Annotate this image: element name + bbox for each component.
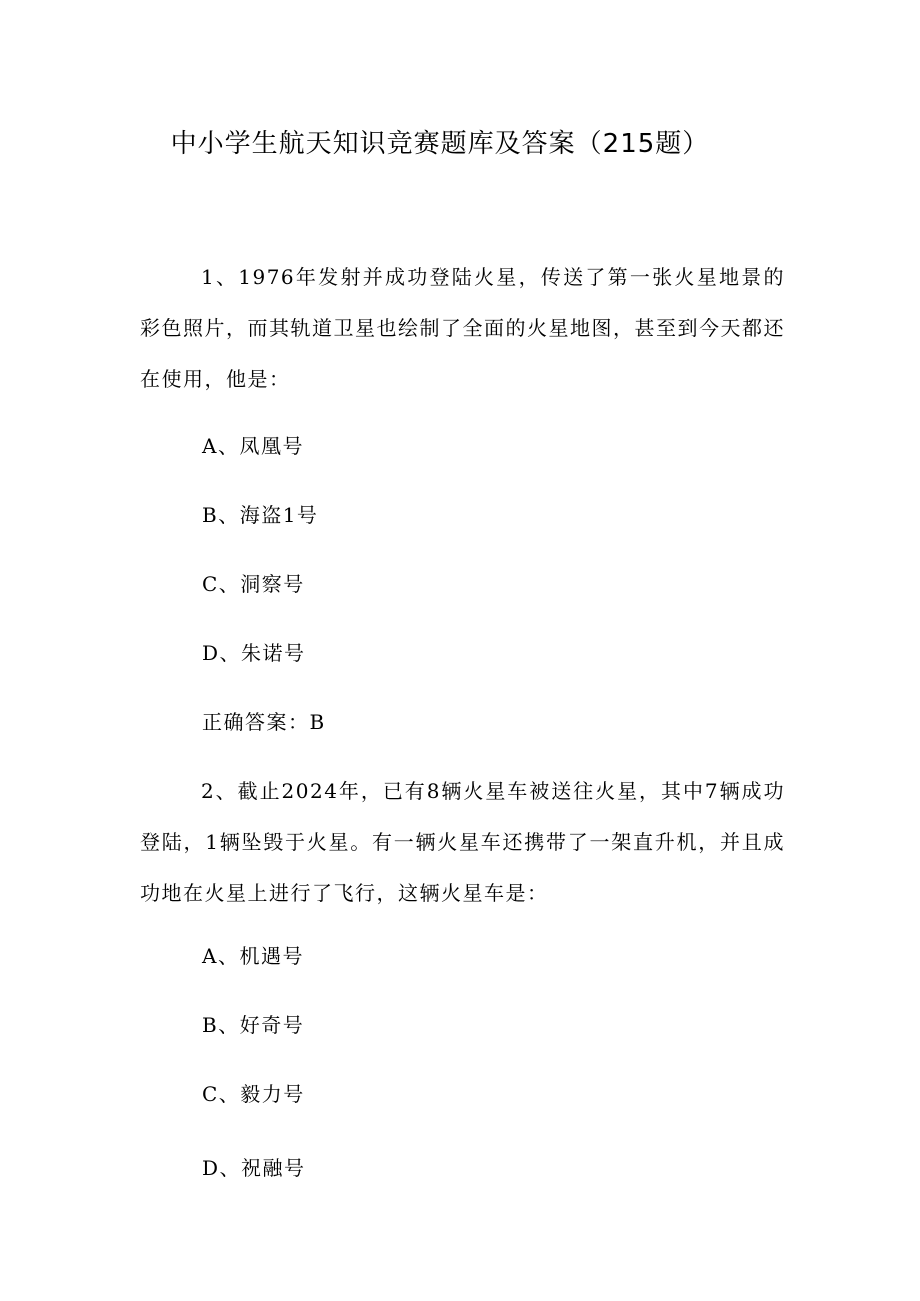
question-1-option-a: A、凤凰号 — [202, 434, 304, 458]
question-1-option-b: B、海盗1号 — [202, 503, 319, 527]
question-2-option-c: C、毅力号 — [202, 1082, 305, 1106]
question-1-option-c: C、洞察号 — [202, 572, 305, 596]
question-1-option-d: D、朱诺号 — [202, 641, 306, 665]
question-2-stem: 2、截止2024年，已有8辆火星车被送往火星，其中7辆成功 登陆，1辆坠毁于火星。有一辆火星车还携带了一架直升机，并且成 功地在火星上进行了飞行，这辆火星车是： — [140, 779, 785, 905]
question-2-option-d: D、祝融号 — [202, 1156, 306, 1180]
question-2-option-b: B、好奇号 — [202, 1013, 305, 1037]
question-1-answer: 正确答案：B — [202, 710, 326, 734]
question-1-stem: 1、1976年发射并成功登陆火星，传送了第一张火星地景的彩色照片，而其轨道卫星也绘制了全面的火星地图，甚至到今天都还在使用，他是： — [140, 265, 785, 391]
document-title: 中小学生航天知识竞赛题库及答案（215题） — [170, 129, 710, 159]
question-2-option-a: A、机遇号 — [202, 944, 304, 968]
